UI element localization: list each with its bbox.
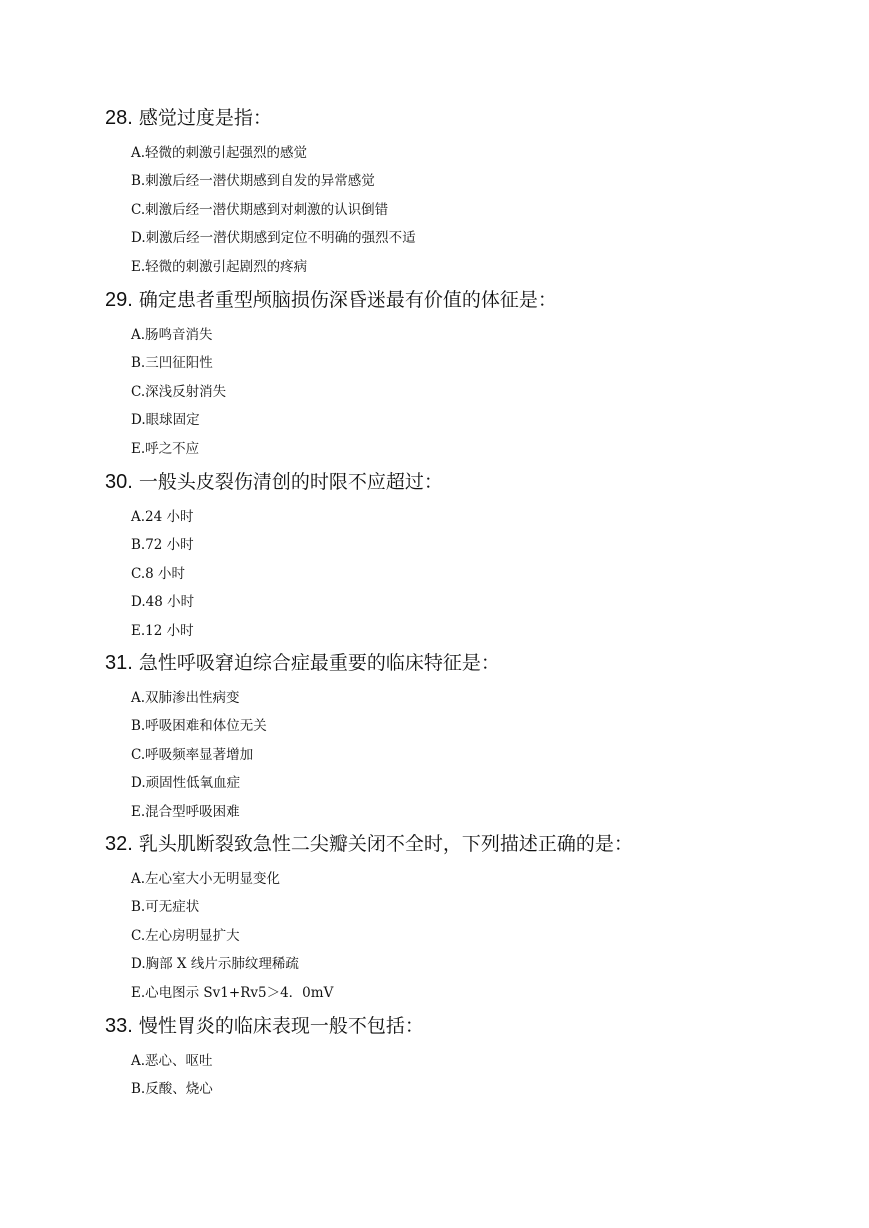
question-title <box>105 106 845 130</box>
option-b: B.可无症状 <box>131 899 200 916</box>
option-list <box>131 684 845 826</box>
option-list <box>131 321 845 463</box>
question-number: 30. <box>105 471 133 493</box>
question-number: 29. <box>105 289 133 311</box>
question-text: 感觉过度是指： <box>138 107 272 129</box>
option-d: D.48 小时 <box>131 594 195 611</box>
question-text: 乳头肌断裂致急性二尖瓣关闭不全时，下列描述正确的是： <box>138 833 633 855</box>
option-a: A.恶心、呕吐 <box>131 1053 213 1069</box>
option-c: C.刺激后经一潜伏期感到对刺激的认识倒错 <box>131 201 389 218</box>
question-title <box>105 832 845 856</box>
option-list <box>131 139 845 281</box>
question-number: 33. <box>105 1015 133 1037</box>
question-text: 确定患者重型颅脑损伤深昏迷最有价值的体征是： <box>138 289 557 311</box>
question-29 <box>105 288 845 463</box>
option-a: A.左心室大小无明显变化 <box>131 871 281 887</box>
option-c: C.8 小时 <box>131 565 186 582</box>
question-31 <box>105 651 845 826</box>
option-list <box>131 865 845 1007</box>
option-d: D.眼球固定 <box>131 412 200 429</box>
option-list <box>131 503 845 645</box>
option-e: E.轻微的刺激引起剧烈的疼病 <box>131 258 308 275</box>
question-number: 31. <box>105 652 133 674</box>
question-title <box>105 651 845 675</box>
option-e: E.混合型呼吸困难 <box>131 803 240 820</box>
question-28 <box>105 106 845 281</box>
option-b: B.72 小时 <box>131 537 194 554</box>
question-number: 28. <box>105 107 133 129</box>
option-list <box>131 1047 845 1104</box>
question-32 <box>105 832 845 1007</box>
question-title <box>105 288 845 312</box>
question-title <box>105 1014 845 1038</box>
option-a: A.肠鸣音消失 <box>131 327 213 343</box>
question-text: 急性呼吸窘迫综合症最重要的临床特征是： <box>138 652 500 674</box>
question-33 <box>105 1014 845 1104</box>
option-b: B.三凹征阳性 <box>131 355 213 372</box>
option-a: A.双肺渗出性病变 <box>131 690 240 706</box>
option-b: B.刺激后经一潜伏期感到自发的异常感觉 <box>131 173 375 190</box>
question-30 <box>105 470 845 645</box>
option-a: A.24 小时 <box>131 509 194 525</box>
option-e: E.呼之不应 <box>131 440 200 457</box>
option-e: E.心电图示 Sv1+Rv5＞4．0mV <box>131 984 334 1001</box>
question-number: 32. <box>105 833 133 855</box>
option-d: D.胸部 X 线片示肺纹理稀疏 <box>131 956 299 973</box>
option-a: A.轻微的刺激引起强烈的感觉 <box>131 145 308 161</box>
question-text: 一般头皮裂伤清创的时限不应超过： <box>138 471 443 493</box>
option-e: E.12 小时 <box>131 622 194 639</box>
option-d: D.顽固性低氧血症 <box>131 775 241 792</box>
option-d: D.刺激后经一潜伏期感到定位不明确的强烈不适 <box>131 230 416 247</box>
option-b: B.反酸、烧心 <box>131 1081 213 1098</box>
question-text: 慢性胃炎的临床表现一般不包括： <box>138 1015 424 1037</box>
option-c: C.深浅反射消失 <box>131 383 227 400</box>
question-title <box>105 470 845 494</box>
option-c: C.左心房明显扩大 <box>131 927 240 944</box>
option-c: C.呼吸频率显著增加 <box>131 746 254 763</box>
option-b: B.呼吸困难和体位无关 <box>131 718 267 735</box>
